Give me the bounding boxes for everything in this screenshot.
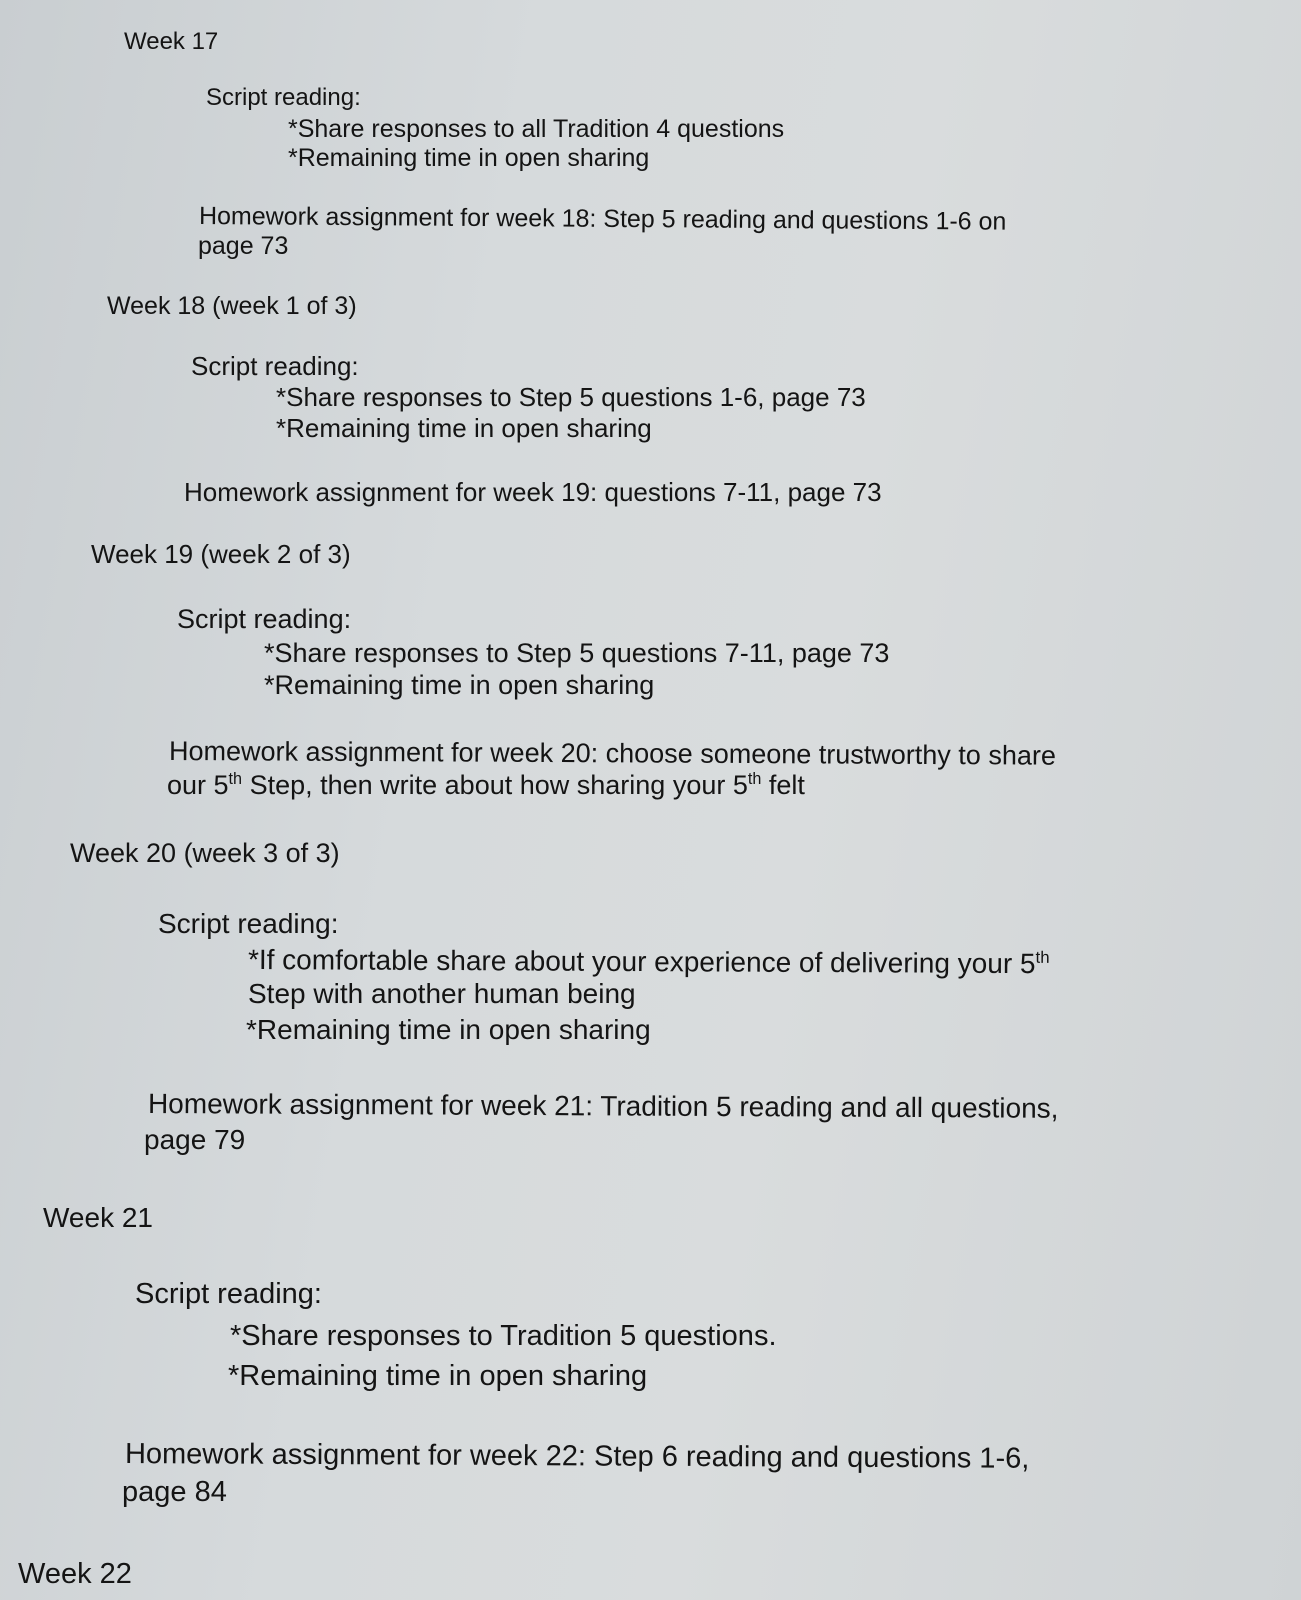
- week-20-bullet-1-text: *If comfortable share about your experience of delivering your 5: [247, 944, 1036, 980]
- week-18-homework-line-1: Homework assignment for week 19: questions 7-11, page 73: [184, 477, 882, 507]
- week-18-bullet-1: *Share responses to Step 5 questions 1-6, page 73: [276, 382, 866, 412]
- week-17-homework-line-1: Homework assignment for week 18: Step 5 reading and questions 1-6 on: [198, 202, 1007, 236]
- week-20-bullet-2: *Remaining time in open sharing: [246, 1014, 651, 1045]
- week-17-heading: Week 17: [124, 28, 219, 55]
- week-19-script-heading: Script reading:: [177, 604, 352, 634]
- week-19-bullet-1: *Share responses to Step 5 questions 7-11, page 73: [264, 638, 890, 668]
- week-20-heading: Week 20 (week 3 of 3): [70, 838, 340, 868]
- week-18-script-heading: Script reading:: [191, 351, 359, 381]
- ordinal-suffix-2: th: [747, 770, 762, 788]
- week-19-bullet-2: *Remaining time in open sharing: [264, 670, 655, 700]
- week-21-homework-line-2: page 84: [122, 1476, 227, 1508]
- week-21-bullet-1: *Share responses to Tradition 5 questions.: [230, 1320, 777, 1352]
- week-17-script-heading: Script reading:: [206, 84, 361, 111]
- week-21-script-heading: Script reading:: [135, 1278, 322, 1310]
- week-20-homework-line-1: Homework assignment for week 21: Tradition 5 reading and all questions,: [147, 1088, 1059, 1124]
- week-19-homework-line-1: Homework assignment for week 20: choose someone trustworthy to share: [168, 736, 1056, 771]
- week-18-bullet-2: *Remaining time in open sharing: [276, 413, 652, 443]
- week-20-bullet-1-continued: Step with another human being: [248, 978, 636, 1009]
- week-20-script-heading: Script reading:: [158, 908, 339, 939]
- week-19-heading: Week 19 (week 2 of 3): [91, 539, 351, 569]
- week-19-homework-line-2-part-a: our 5: [167, 770, 229, 800]
- week-20-bullet-1: [248, 944, 1050, 980]
- week-19-homework-line-2-part-c: felt: [761, 770, 805, 800]
- week-21-homework-line-1: Homework assignment for week 22: Step 6 reading and questions 1-6,: [124, 1438, 1030, 1475]
- week-19-homework-line-2: [167, 770, 805, 801]
- week-18-heading: Week 18 (week 1 of 3): [107, 292, 357, 320]
- week-20-homework-line-2: page 79: [144, 1124, 246, 1155]
- week-21-heading: Week 21: [43, 1202, 153, 1233]
- ordinal-suffix-1: th: [228, 770, 243, 788]
- week-17-bullet-2: *Remaining time in open sharing: [288, 144, 650, 172]
- week-22-heading: Week 22: [18, 1558, 132, 1590]
- week-17-homework-line-2: page 73: [198, 232, 289, 260]
- week-17-bullet-1: *Share responses to all Tradition 4 questions: [288, 115, 785, 143]
- week-21-bullet-2: *Remaining time in open sharing: [228, 1360, 648, 1392]
- week-19-homework-line-2-part-b: Step, then write about how sharing your 5: [242, 770, 748, 800]
- ordinal-suffix-3: th: [1035, 947, 1050, 967]
